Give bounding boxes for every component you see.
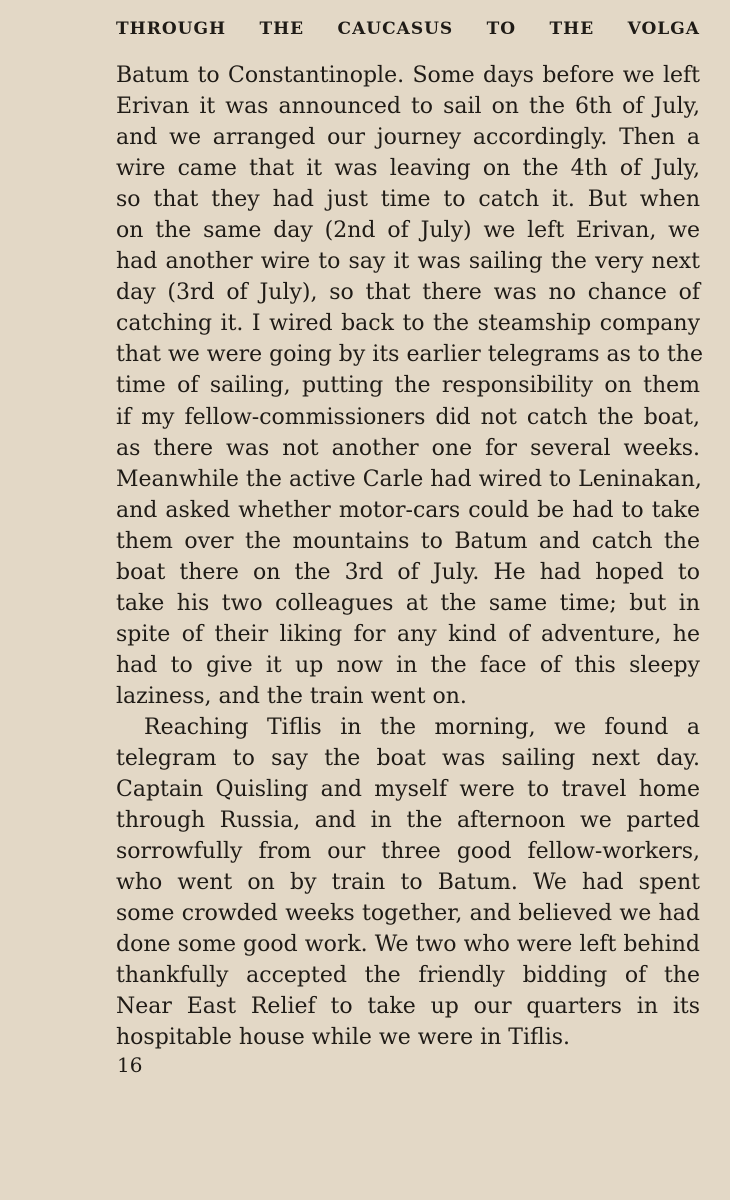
running-head-word: VOLGA	[627, 19, 700, 39]
text-line: and asked whether motor-cars could be had to take	[116, 497, 700, 523]
running-head-word: CAUCASUS	[337, 19, 454, 39]
text-line: that we were going by its earlier telegrams as to the	[116, 342, 703, 368]
text-line: Reaching Tiflis in the morning, we found a	[144, 714, 700, 740]
text-line: on the same day (2nd of July) we left Erivan, we	[116, 218, 700, 244]
running-head-word: THE	[549, 19, 595, 39]
running-head-word: THROUGH	[116, 19, 227, 39]
text-line: wire came that it was leaving on the 4th of July,	[116, 156, 700, 182]
text-line: had to give it up now in the face of this sleepy	[116, 652, 700, 678]
running-head-word: THE	[259, 19, 305, 39]
text-line: telegram to say the boat was sailing next day.	[116, 746, 700, 772]
text-line: Erivan it was announced to sail on the 6th of July,	[116, 94, 700, 120]
text-line: some crowded weeks together, and believed we had	[116, 901, 700, 927]
text-line: laziness, and the train went on.	[116, 683, 467, 709]
text-line: hospitable house while we were in Tiflis.	[116, 1025, 571, 1051]
text-line: so that they had just time to catch it. But when	[116, 187, 700, 213]
text-line: Captain Quisling and myself were to travel home	[116, 777, 700, 803]
text-line: sorrowfully from our three good fellow-workers,	[116, 839, 700, 865]
text-line: thankfully accepted the friendly bidding of the	[116, 963, 700, 989]
running-head	[116, 18, 700, 40]
text-line: who went on by train to Batum. We had spent	[116, 870, 700, 896]
text-line: spite of their liking for any kind of adventure, he	[116, 621, 700, 647]
page-number: 16	[117, 1053, 143, 1077]
text-line: Batum to Constantinople. Some days before we left	[116, 63, 700, 88]
text-line: day (3rd of July), so that there was no chance of	[116, 280, 700, 306]
text-line: had another wire to say it was sailing the very next	[116, 249, 700, 275]
text-line: take his two colleagues at the same time; but in	[116, 590, 700, 616]
text-line: if my fellow-commissioners did not catch the boat,	[116, 404, 700, 430]
text-line: boat there on the 3rd of July. He had hoped to	[116, 559, 700, 585]
text-line: through Russia, and in the afternoon we parted	[116, 808, 700, 834]
text-line: as there was not another one for several weeks.	[116, 435, 700, 461]
text-line: Meanwhile the active Carle had wired to Leninakan,	[116, 466, 702, 492]
text-line: and we arranged our journey accordingly. Then a	[116, 125, 700, 151]
text-line: catching it. I wired back to the steamship company	[116, 311, 700, 337]
text-line: done some good work. We two who were left behind	[116, 932, 700, 958]
text-line: them over the mountains to Batum and catch the	[116, 528, 700, 554]
text-line: time of sailing, putting the responsibility on them	[116, 373, 700, 399]
running-head-word: TO	[486, 19, 517, 39]
text-line: Near East Relief to take up our quarters in its	[116, 994, 700, 1020]
body-text	[116, 60, 703, 1054]
